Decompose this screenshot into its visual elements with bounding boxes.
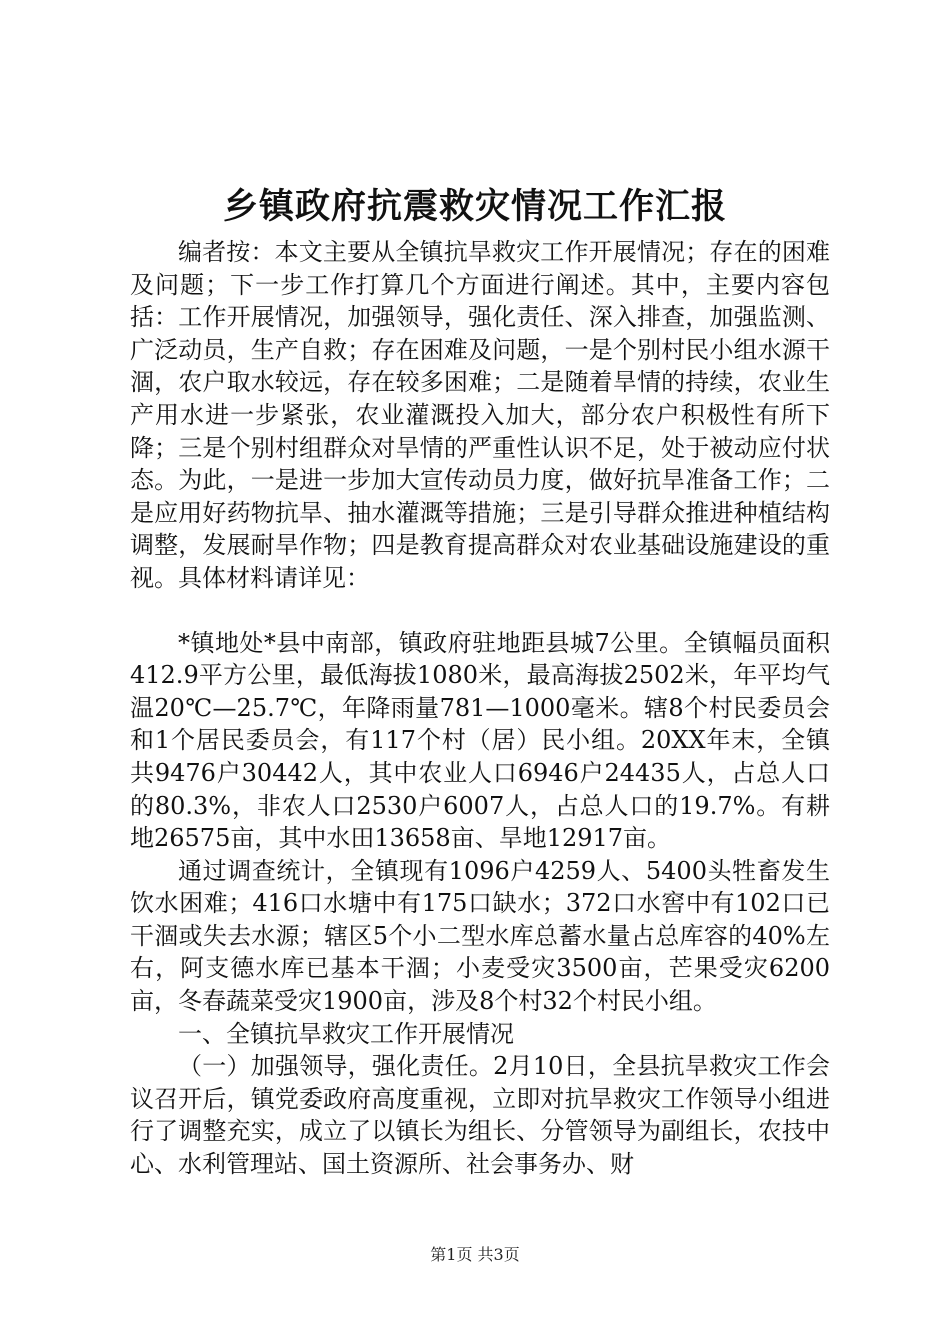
page-footer	[0, 1244, 950, 1266]
town-overview-paragraph: *镇地处*县中南部，镇政府驻地距县城7公里。全镇幅员面积412.9平方公里，最低海拔1080米，最高海拔2502米，年平均气温20℃—25.7℃，年降雨量781—1000毫米。辖8个村民委员会和1个居民委员会，有117个村（居）民小组。20XX年末，全镇共9476户30442人，其中农业人口6946户24435人，占总人口的80.3%，非农人口2530户6007人，占总人口的19.7%。有耕地26575亩，其中水田13658亩、旱地12917亩。	[130, 628, 830, 853]
editor-note-paragraph: 编者按：本文主要从全镇抗旱救灾工作开展情况；存在的困难及问题；下一步工作打算几个方面进行阐述。其中，主要内容包括：工作开展情况，加强领导，强化责任、深入排查，加强监测、广泛动员，生产自救；存在困难及问题，一是个别村民小组水源干涸，农户取水较远，存在较多困难；二是随着旱情的持续，农业生产用水进一步紧张，农业灌溉投入加大，部分农户积极性有所下降；三是个别村组群众对旱情的严重性认识不足，处于被动应付状态。为此，一是进一步加大宣传动员力度，做好抗旱准备工作；二是应用好药物抗旱、抽水灌溉等措施；三是引导群众推进种植结构调整，发展耐旱作物；四是教育提高群众对农业基础设施建设的重视。具体材料请详见：	[130, 238, 830, 592]
document-title: 乡镇政府抗震救灾情况工作汇报	[222, 186, 727, 227]
document-body	[130, 236, 830, 1181]
page-number-label: 第1页 共3页	[430, 1245, 520, 1264]
leadership-paragraph: （一）加强领导，强化责任。2月10日，全县抗旱救灾工作会议召开后，镇党委政府高度重视，立即对抗旱救灾工作领导小组进行了调整充实，成立了以镇长为组长、分管领导为副组长，农技中心、水利管理站、国土资源所、社会事务办、财	[130, 1052, 830, 1179]
survey-statistics-paragraph: 通过调查统计，全镇现有1096户4259人、5400头牲畜发生饮水困难；416口水塘中有175口缺水；372口水窖中有102口已干涸或失去水源；辖区5个小二型水库总蓄水量占总库容的40%左右，阿支德水库已基本干涸；小麦受灾3500亩，芒果受灾6200亩，冬春蔬菜受灾1900亩，涉及8个村32个村民小组。	[130, 856, 830, 1016]
section-heading: 一、全镇抗旱救灾工作开展情况	[178, 1019, 514, 1048]
